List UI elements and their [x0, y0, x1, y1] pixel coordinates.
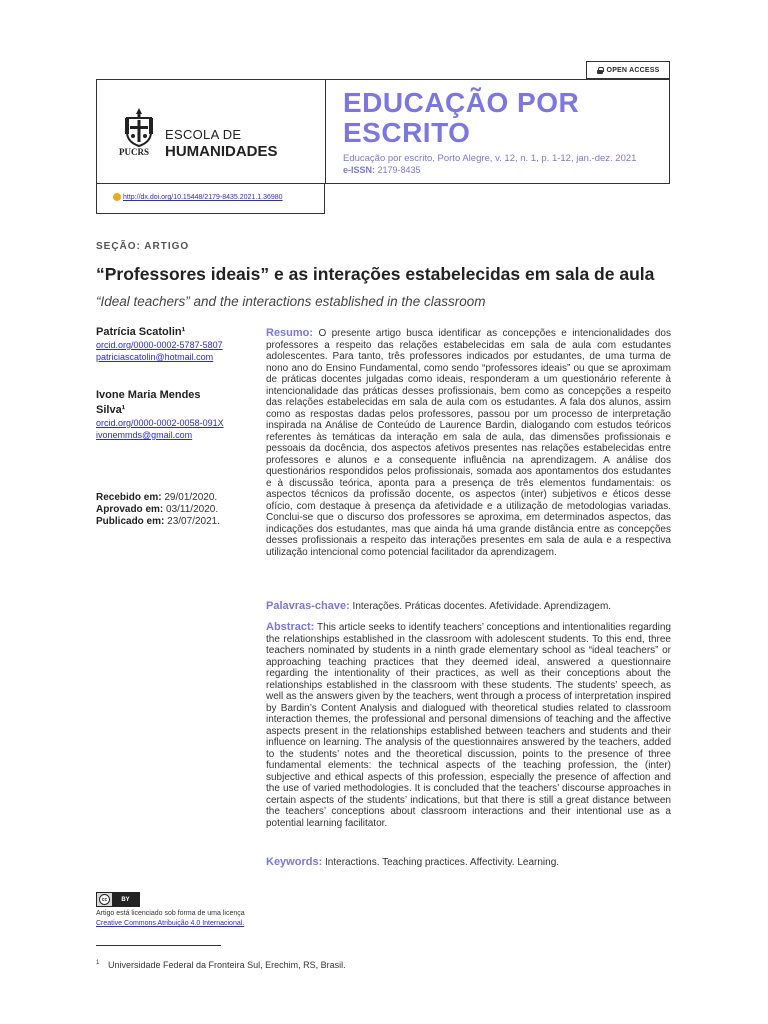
cc-icon: cc — [99, 894, 110, 905]
footnote — [96, 960, 346, 970]
article-subtitle: “Ideal teachers” and the interactions established in the classroom — [96, 294, 486, 309]
doi-link[interactable]: http://dx.doi.org/10.15448/2179-8435.2021.1.36980 — [123, 194, 283, 201]
article-dates — [96, 492, 220, 528]
author-email-link[interactable]: patriciascatolin@hotmail.com — [96, 352, 214, 362]
lock-icon — [597, 67, 603, 74]
author-orcid-link[interactable]: orcid.org/0000-0002-5787-5807 — [96, 340, 223, 350]
palavras-chave-line — [266, 600, 671, 612]
article-title: “Professores ideais” e as interações estabelecidas em sala de aula — [96, 264, 655, 284]
doi-icon — [113, 193, 121, 201]
footnote-number: 1 — [96, 960, 100, 966]
license-link[interactable]: Creative Commons Atribuição 4.0 Internacional. — [96, 920, 245, 927]
open-access-label: OPEN ACCESS — [606, 66, 660, 74]
keywords-label: Keywords: — [266, 856, 323, 868]
cc-by-icon: BY — [112, 893, 139, 906]
abstract-label: Abstract: — [266, 621, 315, 633]
author-email-link[interactable]: ivonemmds@gmail.com — [96, 430, 193, 440]
author-name-line2: Silva¹ — [96, 404, 126, 416]
palavras-chave-text: Interações. Práticas docentes. Afetividade. Aprendizagem. — [349, 601, 612, 612]
author-orcid-link[interactable]: orcid.org/0000-0002-0058-091X — [96, 418, 224, 428]
school-name-line1: ESCOLA DE — [165, 127, 242, 142]
pucrs-wordmark: PUCRS — [119, 147, 150, 157]
open-access-badge — [586, 61, 670, 79]
author-name: Ivone Maria Mendes — [96, 389, 201, 401]
journal-citation: Educação por escrito, Porto Alegre, v. 12, n. 1, p. 1-12, jan.-dez. 2021 — [343, 153, 637, 164]
journal-title — [343, 88, 579, 148]
abstract-paragraph — [266, 622, 671, 829]
resumo-label: Resumo: — [266, 327, 314, 339]
journal-title-line1: EDUCAÇÃO POR — [343, 87, 580, 118]
journal-header — [96, 79, 670, 184]
resumo-paragraph — [266, 328, 671, 558]
author-name: Patrícia Scatolin¹ — [96, 326, 186, 338]
journal-title-line2: ESCRITO — [343, 117, 471, 148]
published-date: Publicado em: 23/07/2021. — [96, 516, 220, 527]
received-date: Recebido em: 29/01/2020. — [96, 492, 218, 503]
footnote-text: Universidade Federal da Fronteira Sul, Erechim, RS, Brasil. — [108, 960, 346, 970]
cc-license-badge[interactable] — [96, 892, 140, 907]
section-label: SEÇÃO: ARTIGO — [96, 241, 190, 252]
journal-issn — [343, 165, 421, 175]
issn-label: e-ISSN: — [343, 165, 376, 175]
license-text: Artigo está licenciado sob forma de uma licença — [96, 910, 245, 917]
doi-block — [96, 183, 325, 214]
palavras-chave-label: Palavras-chave: — [266, 600, 350, 612]
approved-date: Aprovado em: 03/11/2020. — [96, 504, 219, 515]
keywords-line — [266, 856, 671, 868]
keywords-text: Interactions. Teaching practices. Affectivity. Learning. — [322, 857, 560, 868]
school-name — [165, 127, 278, 160]
footnote-divider — [96, 945, 221, 946]
resumo-text: O presente artigo busca identificar as concepções e intencionalidades dos professores a respeito das relações estabelecidas em sala de aula com estudantes adolescentes. Para tanto, três professores indicados por estudantes, de uma turma de nono ano do Ensino Fundamental, como sendo “professores ideais” ou que se aproximam de práticas docentes julgadas como ideais, responderam a um questionário referente à intencionalidade das práticas desses profissionais, bem como as concepções a respeito das relações estabelecidas em sala de aula com os estudantes. A fala dos alunos, assim como as respostas dadas pelos professores, passou por um processo de interpretação inspirada na Análise de Conteúdo de Laurence Bardin, dialogando com estudos teóricos referentes às temáticas da interação em sala de aula, das dimensões profissionais e pessoais da docência, dos aspectos afetivos presentes nas relações estabelecidas entre professores e alunos e a consequente influência na aprendizagem. A análise dos questionários respondidos pelos profissionais, somada aos apontamentos dos estudantes e à discussão teórica, aponta para a presença de três elementos fundamentais: os aspectos técnicos da profissão docente, os aspectos (inter) subjetivos e éticos desse ofício, com destaque à presença da afetividade e a utilização de metodologias variadas. Conclui-se que o discurso dos professores se aproxima, em determinados aspectos, das indicações dos estudantes, mas que ainda há uma grande distância entre as concepções desses profissionais a respeito das interações presentes em sala de aula e a respectiva utilização intencional como potencial facilitador da aprendizagem. — [266, 328, 671, 558]
school-name-line2: HUMANIDADES — [165, 143, 278, 160]
issn-value: 2179-8435 — [375, 165, 421, 175]
abstract-text: This article seeks to identify teachers’ conceptions and intentionalities regarding the relationships established in the classroom with adolescent students. To this end, three teachers nominated by students in a ninth grade elementary school as “ideal teachers” or approaching teaching practices that they deemed ideal, answered a questionnaire regarding the intentionality of their practices, as well as their conceptions about the relationships established in the classroom with these students. The students’ speech, as well as the answers given by the teachers, went through a process of interpretation inspired by Bardin’s Content Analysis and dialogued with theoretical studies related to classroom interaction themes, the professional and personal dimensions of teaching and the affective aspects present in the relationships established between teachers and students and their influence on learning. The analysis of the questionnaires answered by the teachers, added to the students’ notes and the theoretical discussion, points to the presence of three fundamental elements: the technical aspects of the teaching profession, the (inter) subjective and ethical aspects of this profession, especially the presence of affection and the use of varied methodologies. It is concluded that the teachers’ discourse approaches in certain aspects of the students’ indications, but that there is still a great distance between the teachers’ conceptions about classroom interactions and their intentional use as a potential learning facilitator. — [266, 622, 671, 829]
institution-logo-block — [97, 80, 326, 183]
